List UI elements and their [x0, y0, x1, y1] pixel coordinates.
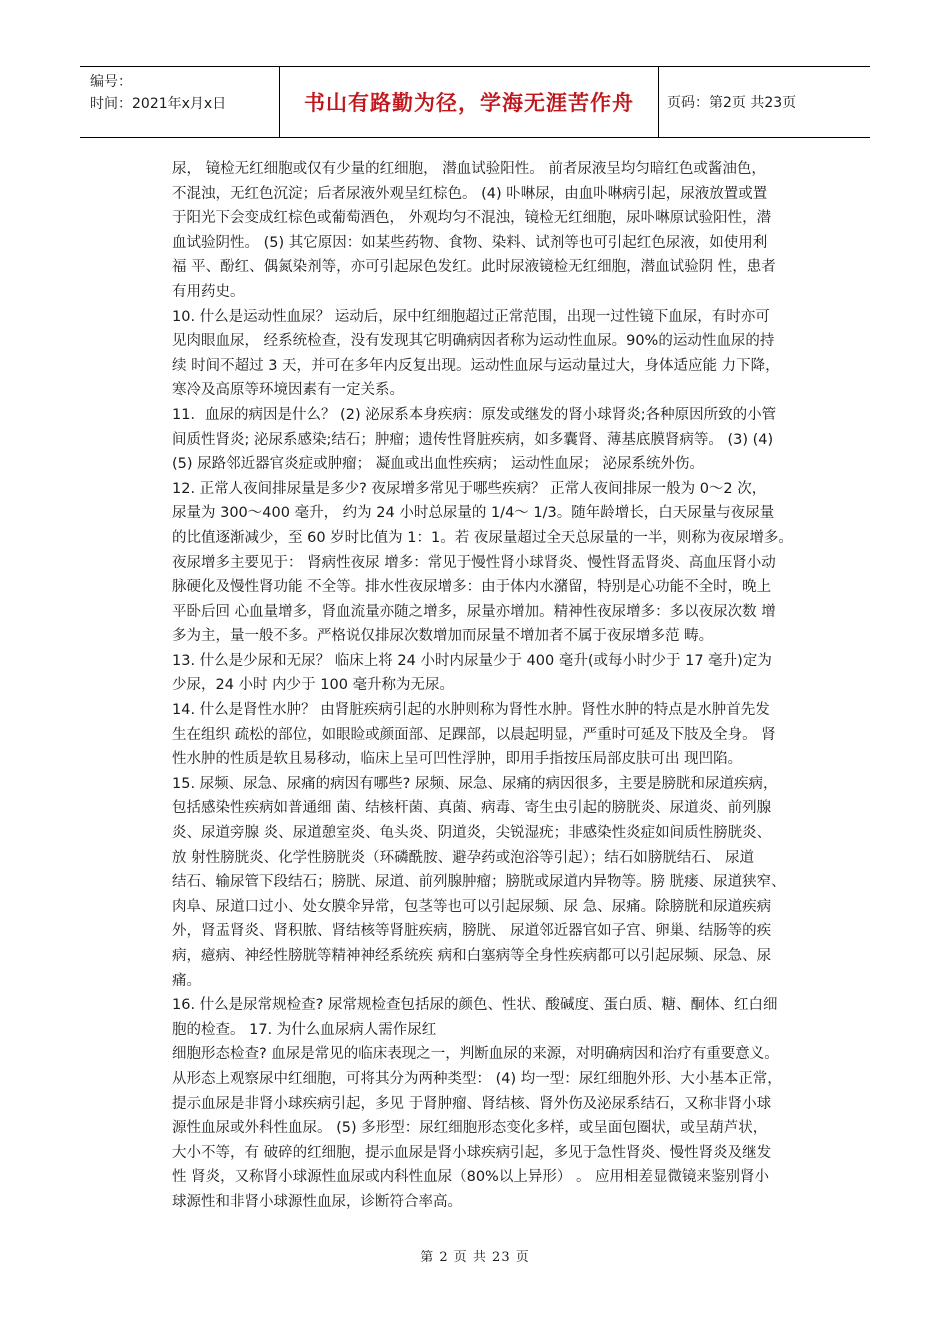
text-line: 寒冷及高原等环境因素有一定关系。	[172, 382, 404, 399]
text-line: 间质性肾炎; 泌尿系感染;结石；肿瘤；遗传性肾脏疾病，如多囊肾、薄基底膜肾病等。 (3) (4)	[172, 431, 774, 448]
text-line: 源性血尿或外科性血尿。 (5) 多形型：尿红细胞形态变化多样，或呈面包圈状，或呈葫芦状，	[172, 1120, 768, 1137]
text-line: 12. 正常人夜间排尿量是多少? 夜尿增多常见于哪些疾病？ 正常人夜间排尿一般为 0～2 次，	[172, 480, 767, 497]
document-body	[172, 157, 812, 1215]
header-motto-cell	[280, 67, 659, 137]
header-page-cell	[659, 67, 870, 137]
text-line: 见肉眼血尿， 经系统检查，没有发现其它明确病因者称为运动性血尿。90%的运动性血尿的持	[172, 333, 775, 350]
header-page-number: 页码：第2页 共23页	[667, 95, 797, 111]
text-line: 细胞形态检查? 血尿是常见的临床表现之一，判断血尿的来源，对明确病因和治疗有重要意义。	[172, 1046, 779, 1063]
text-line: 14. 什么是肾性水肿？ 由肾脏疾病引起的水肿则称为肾性水肿。肾性水肿的特点是水肿首先发	[172, 702, 770, 719]
text-line: 多为主，量一般不多。严格说仅排尿次数增加而尿量不增加者不属于夜尿增多范 畴。	[172, 628, 714, 645]
text-line: 福 平、酚红、偶氮染剂等，亦可引起尿色发红。此时尿液镜检无红细胞，潜血试验阴 性，患者	[172, 259, 776, 276]
page-footer: 第 2 页 共 23 页	[420, 1250, 530, 1265]
text-line: 平卧后回 心血量增多，肾血流量亦随之增多，尿量亦增加。精神性夜尿增多：多以夜尿次数 增	[172, 603, 776, 620]
text-line: 血试验阴性。 (5) 其它原因：如某些药物、食物、染料、试剂等也可引起红色尿液，如使用利	[172, 234, 768, 251]
text-line: 性 肾炎，又称肾小球源性血尿或内科性血尿（80%以上异形） 。 应用相差显微镜来鉴别肾小	[172, 1169, 770, 1186]
text-line: 少尿，24 小时 内少于 100 毫升称为无尿。	[172, 677, 455, 694]
text-line: 提示血尿是非肾小球疾病引起，多见 于肾肿瘤、肾结核、肾外伤及泌尿系结石，又称非肾小球	[172, 1095, 772, 1112]
text-line: 10. 什么是运动性血尿？ 运动后，尿中红细胞超过正常范围，出现一过性镜下血尿，有时亦可	[172, 308, 770, 325]
header-motto: 书山有路勤为径，学海无涯苦作舟	[304, 91, 634, 115]
text-line: (5) 尿路邻近器官炎症或肿瘤； 凝血或出血性疾病； 运动性血尿； 泌尿系统外伤。	[172, 456, 704, 473]
page-header	[80, 66, 870, 138]
text-line: 从形态上观察尿中红细胞，可将其分为两种类型： (4) 均一型：尿红细胞外形、大小基本正常，	[172, 1070, 782, 1087]
text-line: 尿， 镜检无红细胞或仅有少量的红细胞， 潜血试验阳性。 前者尿液呈均匀暗红色或酱油色，	[172, 161, 766, 177]
text-line: 尿量为 300～400 毫升， 约为 24 小时总尿量的 1/4～ 1/3。随年龄增长，白天尿量与夜尿量	[172, 505, 775, 522]
text-line: 胞的检查。 17. 为什么血尿病人需作尿红	[172, 1021, 437, 1038]
text-line: 15. 尿频、尿急、尿痛的病因有哪些? 尿频、尿急、尿痛的病因很多，主要是膀胱和尿道疾病，	[172, 775, 778, 792]
text-line: 球源性和非肾小球源性血尿，诊断符合率高。	[172, 1193, 462, 1210]
text-line: 结石、输尿管下段结石；膀胱、尿道、前列腺肿瘤；膀胱或尿道内异物等。膀 胱瘘、尿道狭窄、	[172, 874, 786, 891]
text-line: 11．血尿的病因是什么？ (2) 泌尿系本身疾病：原发或继发的肾小球肾炎;各种原因所致的小管	[172, 406, 777, 423]
text-line: 肉阜、尿道口过小、处女膜伞异常，包茎等也可以引起尿频、尿 急、尿痛。除膀胱和尿道疾病	[172, 898, 772, 915]
document-number-label: 编号：	[90, 74, 132, 90]
text-line: 有用药史。	[172, 283, 245, 300]
text-line: 续 时间不超过 3 天，并可在多年内反复出现。运动性血尿与运动量过大，身体适应能 力下降，	[172, 357, 780, 374]
text-line: 的比值逐渐减少，至 60 岁时比值为 1：1。若 夜尿量超过全天总尿量的一半，则称为夜尿增多。	[172, 529, 793, 546]
header-meta	[80, 67, 280, 137]
text-line: 炎、尿道旁腺 炎、尿道憩室炎、龟头炎、阴道炎，尖锐湿疣；非感染性炎症如间质性膀胱炎、	[172, 825, 772, 842]
text-line: 生在组织 疏松的部位，如眼睑或颜面部、足踝部，以晨起明显，严重时可延及下肢及全身。 肾	[172, 726, 776, 743]
text-line: 放 射性膀胱炎、化学性膀胱炎（环磷酰胺、避孕药或泡浴等引起）；结石如膀胱结石、 尿道	[172, 849, 754, 866]
text-line: 包括感染性疾病如普通细 菌、结核杆菌、真菌、病毒、寄生虫引起的膀胱炎、尿道炎、前列腺	[172, 800, 772, 817]
text-line: 13. 什么是少尿和无尿？ 临床上将 24 小时内尿量少于 400 毫升(或每小时少于 17 毫升)定为	[172, 652, 772, 669]
text-line: 大小不等，有 破碎的红细胞，提示血尿是肾小球疾病引起，多见于急性肾炎、慢性肾炎及继发	[172, 1144, 772, 1161]
text-line: 于阳光下会变成红棕色或葡萄酒色， 外观均匀不混浊，镜检无红细胞，尿卟啉原试验阳性，潜	[172, 210, 772, 227]
text-line: 不混浊，无红色沉淀；后者尿液外观呈红棕色。 (4) 卟啉尿，由血卟啉病引起，尿液放置或置	[172, 185, 768, 202]
document-time-label: 时间：2021年x月x日	[90, 96, 227, 112]
text-line: 16. 什么是尿常规检查? 尿常规检查包括尿的颜色、性状、酸碱度、蛋白质、糖、酮体、红白细	[172, 997, 778, 1014]
text-line: 病，癔病、神经性膀胱等精神神经系统疾 病和白塞病等全身性疾病都可以引起尿频、尿急、尿	[172, 948, 772, 964]
text-line: 夜尿增多主要见于： 肾病性夜尿 增多：常见于慢性肾小球肾炎、慢性肾盂肾炎、高血压肾小动	[172, 554, 776, 571]
text-line: 脉硬化及慢性肾功能 不全等。排水性夜尿增多：由于体内水潴留，特别是心功能不全时，晚上	[172, 579, 772, 596]
text-line: 外，肾盂肾炎、肾积脓、肾结核等肾脏疾病，膀胱、 尿道邻近器官如子宫、卵巢、结肠等的疾	[172, 923, 772, 940]
text-line: 性水肿的性质是软且易移动，临床上呈可凹性浮肿，即用手指按压局部皮肤可出 现凹陷。	[172, 751, 743, 768]
text-line: 痛。	[172, 972, 201, 989]
